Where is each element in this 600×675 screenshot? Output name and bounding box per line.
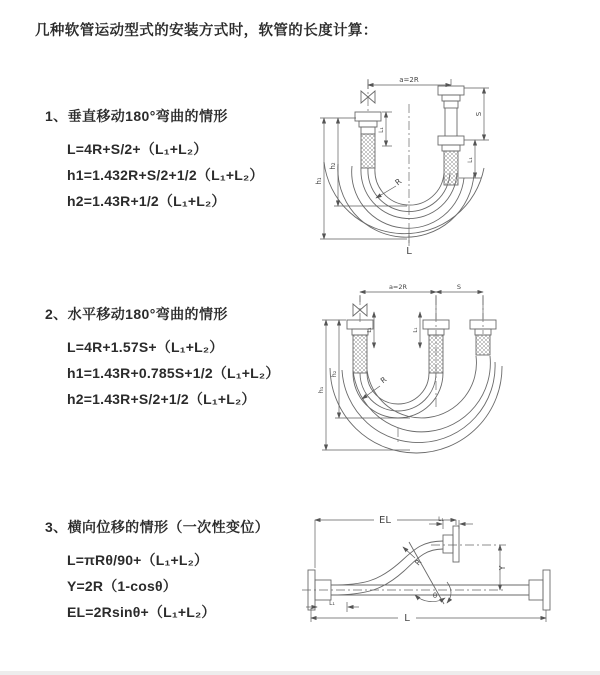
dim-label-s: S [475,111,483,117]
section-1-heading: 1、垂直移动180°弯曲的情形 [45,108,228,124]
formula-line: Y=2R（1-cosθ） [67,578,177,594]
formula-line: h1=1.43R+0.785S+1/2（L₁+L₂） [67,365,280,381]
dim-label-a2r: a=2R [388,283,408,291]
dim-label-l1-right: L₁ [467,157,474,163]
diagram-lateral-displacement [296,498,596,643]
radius-label: R [393,176,404,188]
formula-line: h2=1.43R+S/2+1/2（L₁+L₂） [67,391,256,407]
dim-label-l1-left: L₁ [378,127,385,133]
section-horizontal-bend [45,304,280,412]
dim-label-l1-top: L₁ [438,516,444,523]
length-label: L [404,613,410,624]
dimension-lines [306,520,546,622]
diagram-vertical-bend [312,66,592,261]
dim-label-l1: L₁ [367,327,373,333]
dim-label-h1: h₁ [317,386,325,394]
dim-label-a2r: a=2R [399,76,419,84]
formula-line: h1=1.432R+S/2+1/2（L₁+L₂） [67,167,264,183]
diagram-horizontal-bend [312,282,592,467]
dim-label-l1-left: L₁ [329,600,335,607]
dim-label-h1: h₁ [315,177,323,185]
section-vertical-bend [45,106,264,214]
section-3-heading: 3、横向位移的情形（一次性变位） [45,519,270,535]
formula-line: L=4R+1.57S+（L₁+L₂） [67,339,224,355]
dimension-lines [322,292,483,450]
formula-line: h2=1.43R+1/2（L₁+L₂） [67,193,226,209]
hose-drawing [302,526,550,610]
dim-label-s: S [456,283,462,291]
theta-label: θ [432,592,438,600]
page-bottom-edge [0,671,600,675]
formula-line: L=4R+S/2+（L₁+L₂） [67,141,208,157]
dim-label-h2: h₂ [329,162,337,170]
length-label: L [406,246,412,257]
formula-line: EL=2Rsinθ+（L₁+L₂） [67,604,216,620]
dim-label-el: EL [379,515,391,526]
section-lateral-displacement [45,517,269,625]
page-title: 几种软管运动型式的安装方式时，软管的长度计算： [35,23,378,39]
dim-label-h2: h₂ [330,370,338,378]
hose-drawing [324,80,484,246]
formula-line: L=πRθ/90+（L₁+L₂） [67,552,209,568]
dim-label-y: Y [498,565,507,571]
dim-label-l1: L₁ [413,327,419,333]
radius-label: R [378,374,389,386]
hose-drawing [330,296,502,453]
radius-label: R [412,557,424,568]
section-2-heading: 2、水平移动180°弯曲的情形 [45,306,228,322]
